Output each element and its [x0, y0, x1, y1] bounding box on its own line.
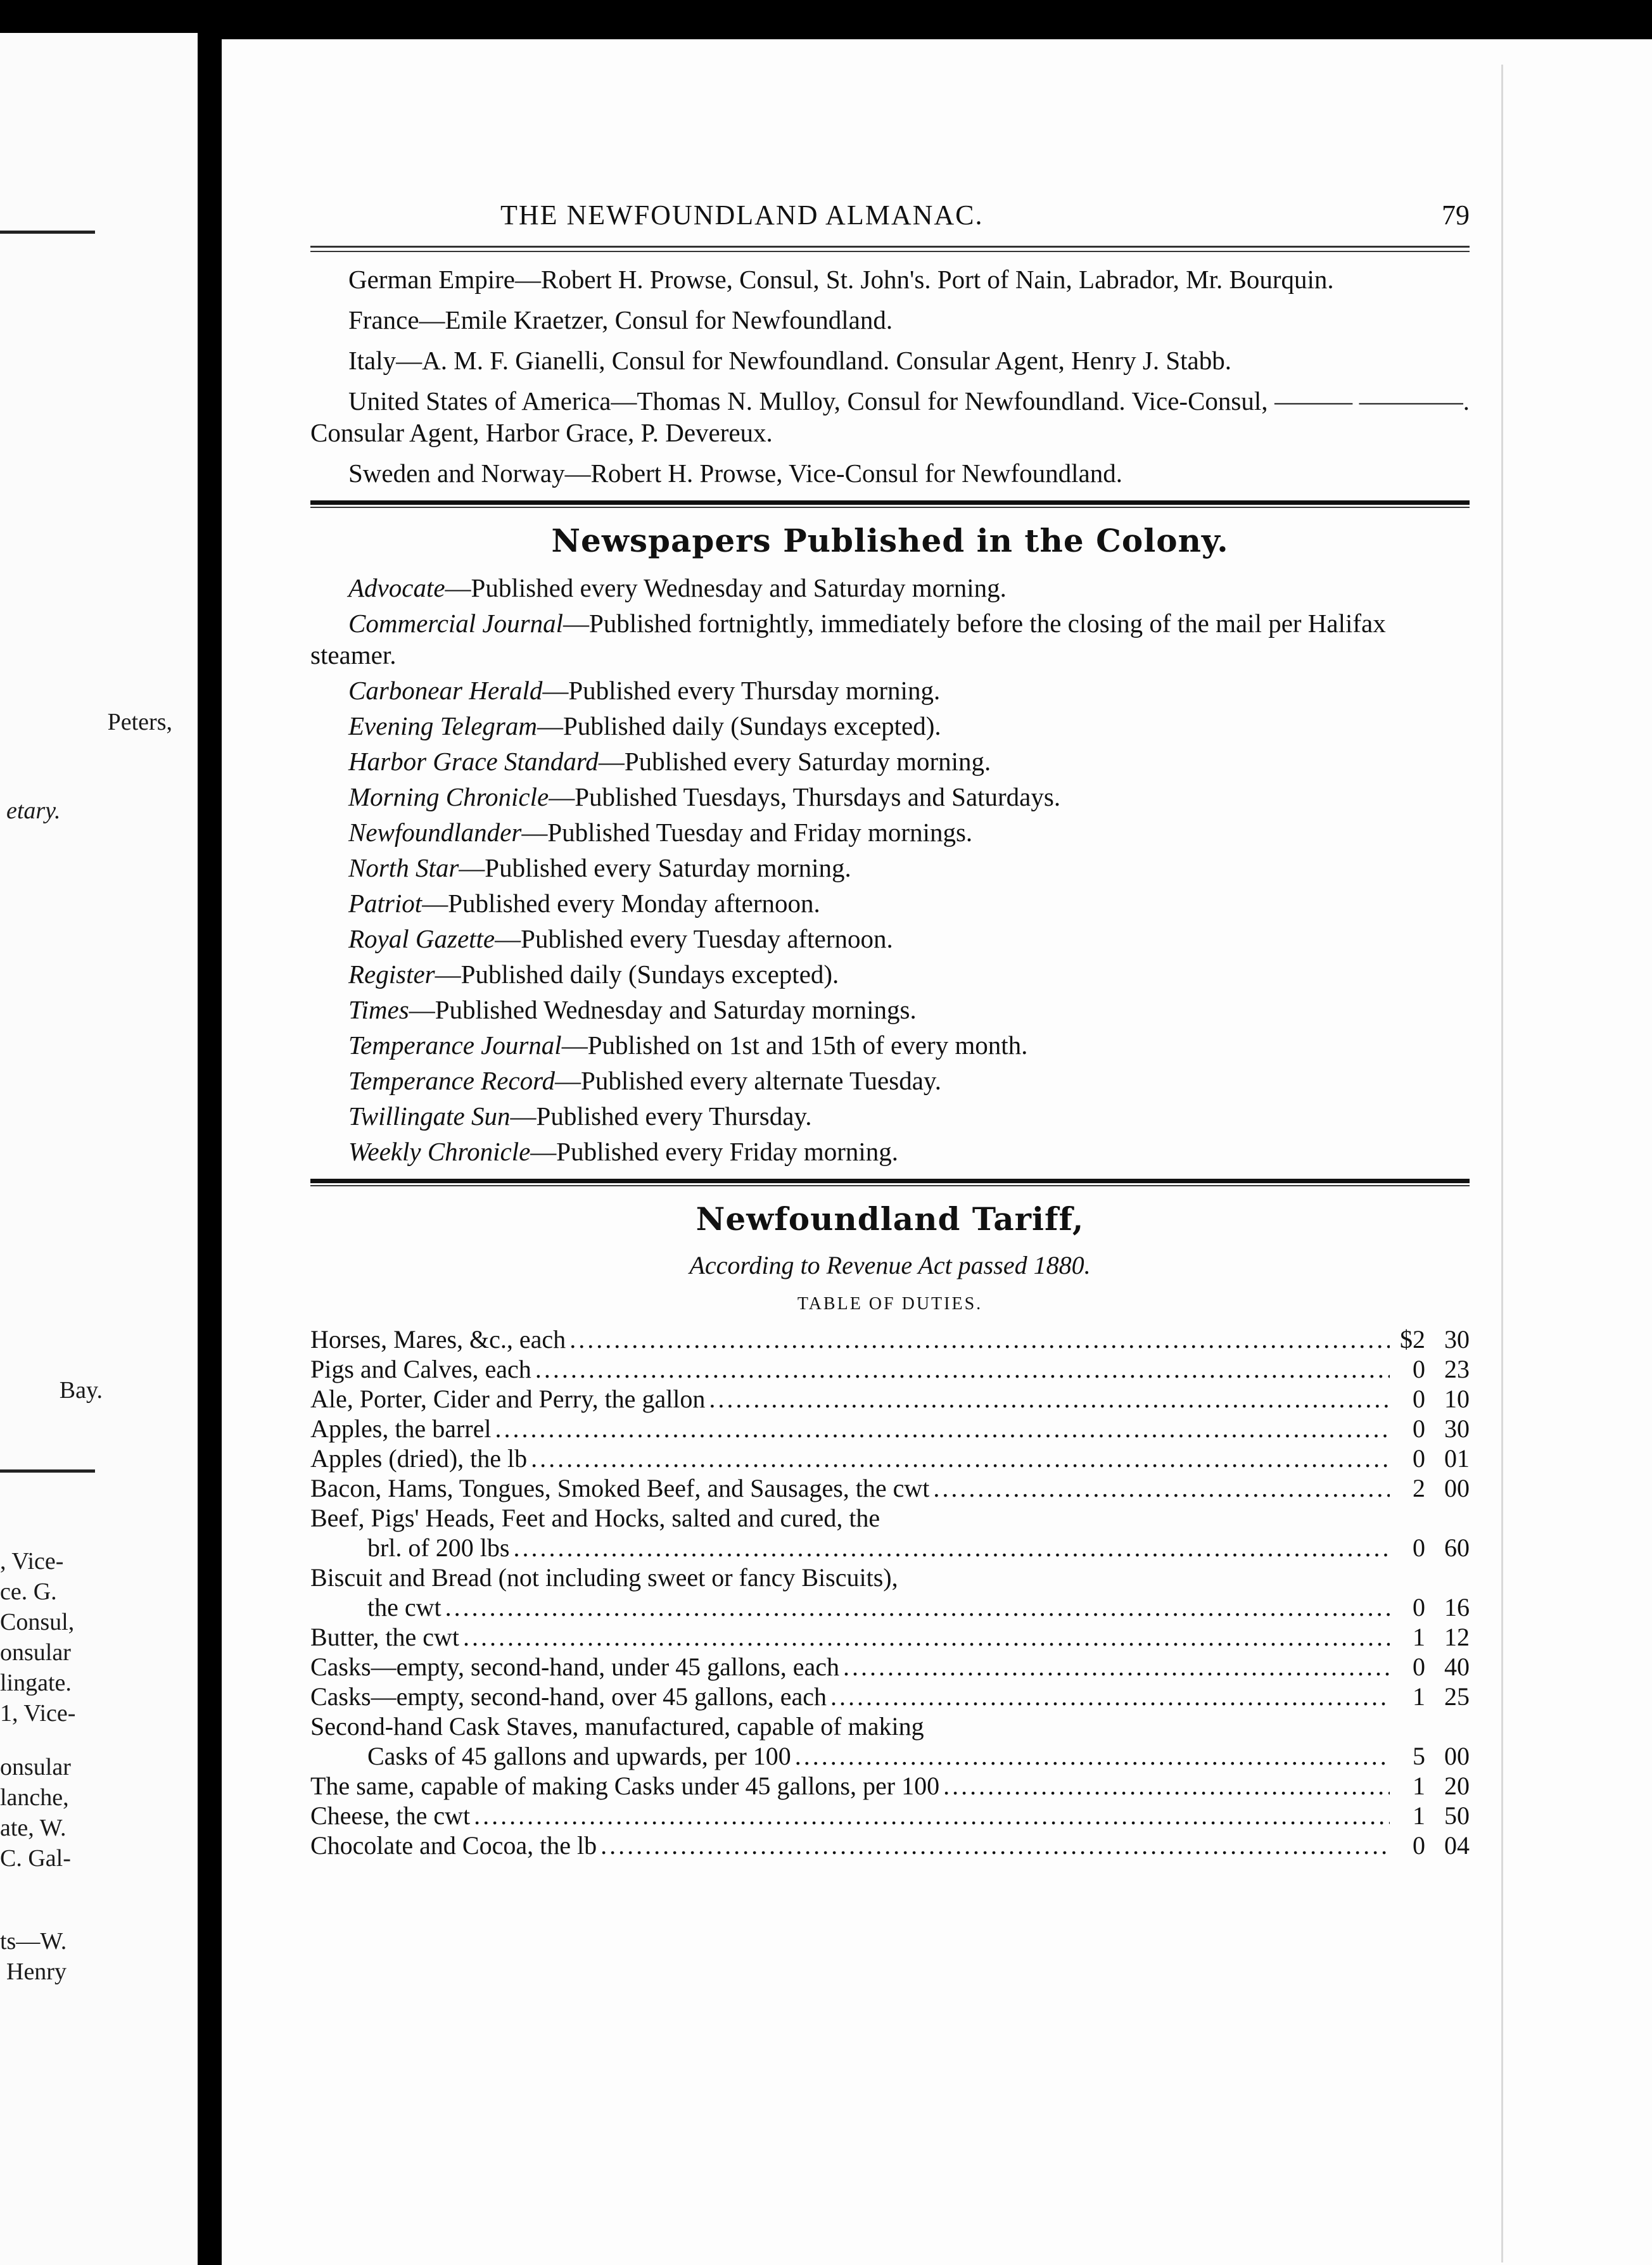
duty-dollars: 1 — [1413, 1772, 1425, 1800]
newspaper-list — [310, 572, 1470, 1167]
newspaper-name: Commercial Journal — [348, 609, 563, 638]
tariff-row-lead — [310, 1503, 1470, 1533]
dot-leader — [474, 1801, 1390, 1830]
left-page-rule — [0, 231, 95, 234]
tariff-row — [310, 1592, 1470, 1622]
tariff-item-text: The same, capable of making Casks under 45 gallons, per 100 — [310, 1772, 940, 1800]
newspaper-schedule: —Published on 1st and 15th of every month. — [561, 1031, 1028, 1060]
tariff-item-text: Pigs and Calves, each — [310, 1355, 531, 1383]
header-rule — [310, 246, 1470, 252]
dot-leader — [445, 1592, 1390, 1622]
newspaper-entry — [310, 710, 1470, 742]
duty-dollars: 1 — [1413, 1623, 1425, 1651]
newspaper-name: Evening Telegram — [348, 711, 537, 740]
newspapers-section — [310, 522, 1470, 1167]
left-fragment-text: C. Gal- — [0, 1845, 71, 1872]
page-edge-line — [1501, 65, 1503, 2262]
main-page — [222, 39, 1652, 2265]
dot-leader — [600, 1830, 1390, 1860]
duty-cents: 20 — [1444, 1772, 1470, 1800]
tariff-item-text: Cheese, the cwt — [310, 1801, 471, 1830]
consul-entry: Sweden and Norway—Robert H. Prowse, Vice-Consul for Newfoundland. — [348, 459, 1122, 488]
tariff-item-text: Casks of 45 gallons and upwards, per 100 — [367, 1742, 791, 1770]
newspaper-name: Weekly Chronicle — [348, 1137, 531, 1166]
left-fragment-text: etary. — [6, 797, 61, 824]
newspaper-schedule: —Published every alternate Tuesday. — [555, 1066, 941, 1095]
newspaper-name: Advocate — [348, 573, 445, 602]
newspaper-entry — [310, 887, 1470, 919]
duty-dollars: 1 — [1413, 1801, 1425, 1830]
tariff-row — [310, 1830, 1470, 1860]
tariff-row — [310, 1443, 1470, 1473]
duty-cents: 50 — [1444, 1801, 1470, 1830]
newspaper-schedule: —Published every Saturday morning. — [598, 747, 991, 776]
dot-leader — [495, 1414, 1390, 1443]
newspaper-name: Patriot — [348, 889, 423, 918]
tariff-row — [310, 1324, 1470, 1354]
newspaper-entry — [310, 1029, 1470, 1061]
tariff-item-text: Ale, Porter, Cider and Perry, the gallon — [310, 1385, 706, 1413]
newspaper-entry — [310, 607, 1470, 671]
left-fragment-text: Bay. — [59, 1377, 103, 1404]
newspaper-name: Temperance Journal — [348, 1031, 562, 1060]
duty-cents: 00 — [1444, 1474, 1470, 1502]
tariff-row — [310, 1682, 1470, 1711]
consul-entry: United States of America—Thomas N. Mulloy, Consul for Newfoundland. Vice-Consul, ——— ————. Consular Agent, Harbor Grace, P. Devereux. — [310, 386, 1470, 447]
newspaper-entry — [310, 1065, 1470, 1096]
duty-cents: 25 — [1444, 1682, 1470, 1711]
newspaper-schedule: —Published every Tuesday afternoon. — [495, 924, 893, 953]
duty-dollars: $2 — [1400, 1325, 1425, 1354]
newspaper-entry — [310, 1100, 1470, 1132]
tariff-item-text: Beef, Pigs' Heads, Feet and Hocks, salted and cured, the — [310, 1504, 880, 1532]
left-fragment-text: onsular — [0, 1754, 71, 1780]
running-head-title: THE NEWFOUNDLAND ALMANAC. — [500, 200, 984, 231]
duty-dollars: 0 — [1413, 1355, 1425, 1383]
left-fragment-text: 1, Vice- — [0, 1700, 76, 1727]
tariff-table-title: TABLE OF DUTIES. — [797, 1294, 983, 1314]
duty-dollars: 0 — [1413, 1533, 1425, 1562]
left-fragment-text: ate, W. — [0, 1815, 67, 1841]
duty-cents: 00 — [1444, 1742, 1470, 1770]
newspaper-schedule: —Published every Wednesday and Saturday morning. — [445, 573, 1007, 602]
tariff-row — [310, 1473, 1470, 1503]
tariff-row — [310, 1533, 1470, 1563]
tariff-row — [310, 1622, 1470, 1652]
left-fragment-text: , Vice- — [0, 1548, 64, 1575]
tariff-section — [310, 1200, 1470, 1860]
tariff-item-text: Casks—empty, second-hand, over 45 gallons, each — [310, 1682, 827, 1711]
page-content — [310, 191, 1470, 1860]
left-fragment-text: Henry — [6, 1958, 67, 1985]
newspaper-schedule: —Published Wednesday and Saturday mornings. — [409, 995, 917, 1024]
duty-cents: 12 — [1444, 1623, 1470, 1651]
consul-entry: Italy—A. M. F. Gianelli, Consul for Newfoundland. Consular Agent, Henry J. Stabb. — [348, 346, 1231, 375]
tariff-item-text: the cwt — [367, 1593, 442, 1621]
tariff-row — [310, 1741, 1470, 1771]
duty-dollars: 0 — [1413, 1653, 1425, 1681]
tariff-item-text: Apples, the barrel — [310, 1414, 492, 1443]
consul-entry: German Empire—Robert H. Prowse, Consul, St. John's. Port of Nain, Labrador, Mr. Bourquin. — [348, 265, 1334, 294]
newspaper-entry — [310, 675, 1470, 706]
newspaper-name: Twillingate Sun — [348, 1101, 511, 1131]
newspaper-schedule: —Published every Saturday morning. — [459, 853, 851, 882]
tariff-row-lead — [310, 1711, 1470, 1741]
duty-cents: 30 — [1444, 1414, 1470, 1443]
newspaper-name: North Star — [348, 853, 459, 882]
tariff-heading: Newfoundland Tariff, — [696, 1200, 1084, 1238]
duty-dollars: 0 — [1413, 1414, 1425, 1443]
newspaper-entry — [310, 994, 1470, 1025]
left-page-rule — [0, 1469, 95, 1473]
newspaper-name: Newfoundlander — [348, 818, 522, 847]
dot-leader — [535, 1354, 1390, 1384]
newspaper-entry — [310, 852, 1470, 884]
newspaper-entry — [310, 958, 1470, 990]
newspaper-name: Carbonear Herald — [348, 676, 543, 705]
newspaper-entry — [310, 745, 1470, 777]
duty-dollars: 0 — [1413, 1444, 1425, 1473]
dot-leader — [830, 1682, 1390, 1711]
left-page-fragment — [0, 33, 198, 2265]
newspaper-entry — [310, 781, 1470, 813]
newspaper-entry — [310, 923, 1470, 955]
duty-dollars: 2 — [1413, 1474, 1425, 1502]
newspaper-schedule: —Published every Thursday. — [510, 1101, 812, 1131]
tariff-table — [310, 1324, 1470, 1860]
page-number: 79 — [1442, 200, 1470, 231]
section-rule — [310, 500, 1470, 508]
duty-cents: 04 — [1444, 1831, 1470, 1860]
tariff-item-text: Bacon, Hams, Tongues, Smoked Beef, and Sausages, the cwt — [310, 1474, 930, 1502]
left-fragment-text: Consul, — [0, 1609, 75, 1635]
tariff-item-text: Butter, the cwt — [310, 1623, 459, 1651]
duty-cents: 40 — [1444, 1653, 1470, 1681]
tariff-row — [310, 1771, 1470, 1801]
dot-leader — [795, 1741, 1390, 1771]
newspapers-heading: Newspapers Published in the Colony. — [551, 522, 1229, 559]
newspaper-name: Morning Chronicle — [348, 782, 549, 811]
tariff-row — [310, 1354, 1470, 1384]
dot-leader — [513, 1533, 1390, 1563]
consuls-section — [310, 263, 1470, 489]
book-gutter — [198, 0, 222, 2265]
left-fragment-text: ts—W. — [0, 1928, 67, 1955]
newspaper-schedule: —Published Tuesday and Friday mornings. — [521, 818, 973, 847]
newspaper-name: Harbor Grace Standard — [348, 747, 599, 776]
newspaper-schedule: —Published daily (Sundays excepted). — [537, 711, 941, 740]
duty-dollars: 1 — [1413, 1682, 1425, 1711]
tariff-item-text: Chocolate and Cocoa, the lb — [310, 1831, 597, 1860]
tariff-row-lead — [310, 1563, 1470, 1592]
newspaper-schedule: —Published fortnightly, immediately before the closing of the mail per Halifax steamer. — [310, 609, 1386, 669]
tariff-item-text: brl. of 200 lbs — [367, 1533, 510, 1562]
newspaper-entry — [310, 1136, 1470, 1167]
dot-leader — [709, 1384, 1390, 1414]
newspaper-schedule: —Published Tuesdays, Thursdays and Saturdays. — [549, 782, 1061, 811]
newspaper-name: Royal Gazette — [348, 924, 495, 953]
newspaper-name: Times — [348, 995, 409, 1024]
consul-entry: France—Emile Kraetzer, Consul for Newfoundland. — [348, 305, 893, 334]
duty-dollars: 0 — [1413, 1385, 1425, 1413]
duty-dollars: 5 — [1413, 1742, 1425, 1770]
duty-cents: 23 — [1444, 1355, 1470, 1383]
tariff-row — [310, 1384, 1470, 1414]
dot-leader — [463, 1622, 1390, 1652]
tariff-subtitle: According to Revenue Act passed 1880. — [689, 1251, 1091, 1279]
duty-cents: 60 — [1444, 1533, 1470, 1562]
newspaper-schedule: —Published daily (Sundays excepted). — [435, 960, 839, 989]
duty-cents: 01 — [1444, 1444, 1470, 1473]
left-fragment-text: Peters, — [107, 709, 172, 735]
tariff-row — [310, 1801, 1470, 1830]
tariff-row — [310, 1414, 1470, 1443]
newspaper-name: Temperance Record — [348, 1066, 556, 1095]
left-fragment-text: lanche, — [0, 1784, 69, 1811]
duty-dollars: 0 — [1413, 1593, 1425, 1621]
newspaper-schedule: —Published every Monday afternoon. — [422, 889, 820, 918]
newspaper-schedule: —Published every Thursday morning. — [542, 676, 941, 705]
dot-leader — [943, 1771, 1390, 1801]
duty-cents: 30 — [1444, 1325, 1470, 1354]
left-fragment-text: ce. G. — [0, 1578, 57, 1605]
left-fragment-text: lingate. — [0, 1670, 72, 1696]
tariff-item-text: Second-hand Cask Staves, manufactured, capable of making — [310, 1712, 924, 1741]
left-fragment-text: onsular — [0, 1639, 71, 1666]
newspaper-schedule: —Published every Friday morning. — [530, 1137, 899, 1166]
tariff-item-text: Horses, Mares, &c., each — [310, 1325, 566, 1354]
dot-leader — [933, 1473, 1390, 1503]
tariff-item-text: Casks—empty, second-hand, under 45 gallons, each — [310, 1653, 839, 1681]
newspaper-name: Register — [348, 960, 435, 989]
dot-leader — [569, 1324, 1390, 1354]
running-head — [310, 191, 1470, 242]
newspaper-entry — [310, 816, 1470, 848]
tariff-item-text: Apples (dried), the lb — [310, 1444, 528, 1473]
duty-cents: 16 — [1444, 1593, 1470, 1621]
newspaper-entry — [310, 572, 1470, 604]
tariff-item-text: Biscuit and Bread (not including sweet or fancy Biscuits), — [310, 1563, 898, 1592]
duty-dollars: 0 — [1413, 1831, 1425, 1860]
section-rule — [310, 1179, 1470, 1186]
dot-leader — [531, 1443, 1390, 1473]
duty-cents: 10 — [1444, 1385, 1470, 1413]
tariff-row — [310, 1652, 1470, 1682]
dot-leader — [843, 1652, 1390, 1682]
